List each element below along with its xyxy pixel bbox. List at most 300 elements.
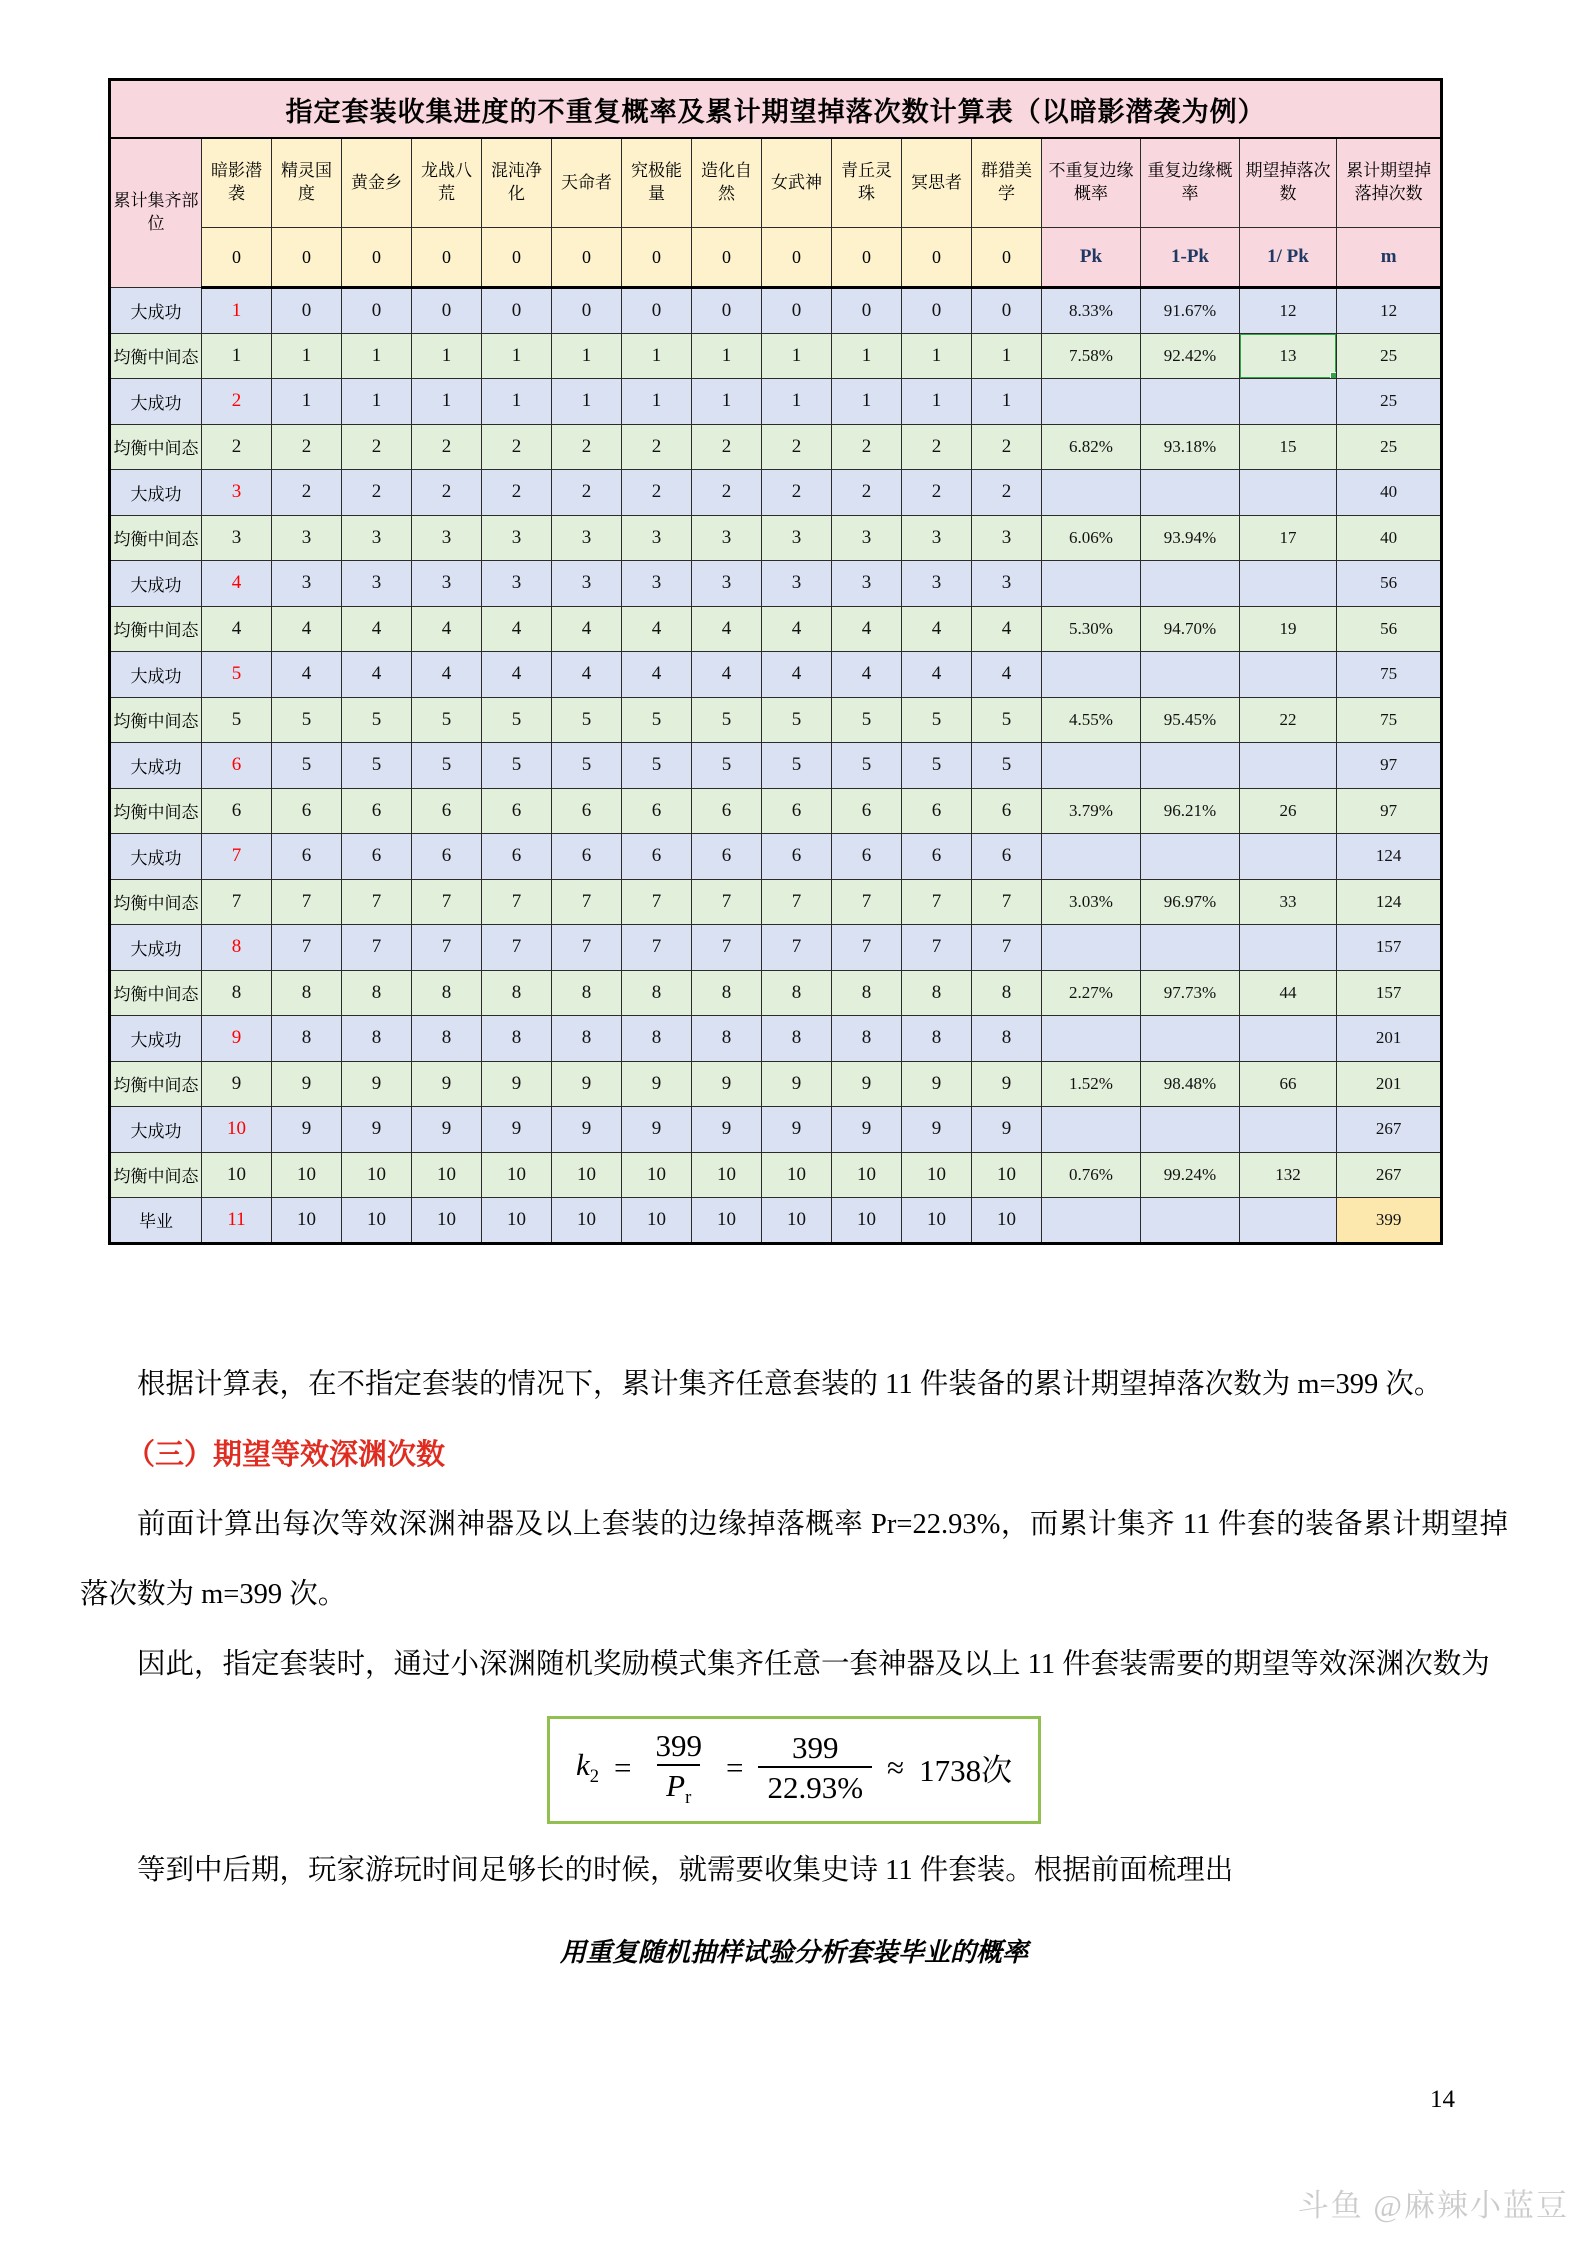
table-row: [110, 1016, 1442, 1062]
stat-cell: 124: [1337, 879, 1442, 925]
count-cell: 4: [552, 652, 622, 698]
table-row: [110, 697, 1442, 743]
count-cell: 4: [552, 606, 622, 652]
table-row: [110, 333, 1442, 379]
stat-cell: 2.27%: [1042, 970, 1141, 1016]
stat-cell: 93.94%: [1141, 515, 1240, 561]
row-label: 均衡中间态: [110, 424, 202, 470]
count-cell: 4: [902, 652, 972, 698]
stat-cell: 12: [1240, 288, 1337, 334]
row-label: 大成功: [110, 834, 202, 880]
count-cell: 8: [202, 970, 272, 1016]
corner-header: 累计集齐部位: [110, 138, 202, 288]
set-column-header: 造化自然: [692, 138, 762, 228]
table-row: [110, 1152, 1442, 1198]
count-cell: 6: [272, 834, 342, 880]
count-cell: 10: [762, 1152, 832, 1198]
count-cell: 7: [692, 879, 762, 925]
count-cell: 8: [972, 970, 1042, 1016]
set-column-header: 暗影潜袭: [202, 138, 272, 228]
stat-cell: [1141, 1016, 1240, 1062]
count-cell: 2: [412, 470, 482, 516]
stat-cell: 267: [1337, 1152, 1442, 1198]
table-row: [110, 788, 1442, 834]
stat-cell: [1240, 1107, 1337, 1153]
count-cell: 7: [202, 834, 272, 880]
count-cell: 1: [972, 333, 1042, 379]
count-cell: 1: [832, 379, 902, 425]
count-cell: 9: [762, 1061, 832, 1107]
stat-cell: 56: [1337, 561, 1442, 607]
count-cell: 1: [412, 379, 482, 425]
section-heading: （三）期望等效深渊次数: [126, 1438, 446, 1471]
count-cell: 7: [762, 879, 832, 925]
stat-cell: 96.21%: [1141, 788, 1240, 834]
count-cell: 3: [762, 515, 832, 561]
stat-cell: [1240, 379, 1337, 425]
count-cell: 9: [972, 1061, 1042, 1107]
row-label: 大成功: [110, 652, 202, 698]
table-row: [110, 1198, 1442, 1244]
count-cell: 1: [342, 333, 412, 379]
row-label: 大成功: [110, 288, 202, 334]
count-cell: 6: [972, 834, 1042, 880]
count-cell: 5: [272, 697, 342, 743]
count-cell: 0: [552, 288, 622, 334]
count-cell: 2: [902, 470, 972, 516]
count-cell: 3: [342, 515, 412, 561]
count-cell: 7: [622, 925, 692, 971]
initial-count-cell: 0: [832, 228, 902, 288]
count-cell: 5: [762, 743, 832, 789]
count-cell: 2: [202, 424, 272, 470]
formula-lhs: $k_2$: [575, 1747, 599, 1788]
stat-cell: [1042, 834, 1141, 880]
count-cell: 5: [342, 743, 412, 789]
stat-cell: 132: [1240, 1152, 1337, 1198]
set-column-header: 冥思者: [902, 138, 972, 228]
stat-cell: [1240, 1198, 1337, 1244]
count-cell: 6: [692, 834, 762, 880]
stat-cell: 157: [1337, 925, 1442, 971]
count-cell: 2: [622, 470, 692, 516]
count-cell: 6: [832, 834, 902, 880]
count-cell: 7: [342, 925, 412, 971]
initial-count-cell: 0: [272, 228, 342, 288]
count-cell: 0: [902, 288, 972, 334]
initial-count-cell: 0: [692, 228, 762, 288]
count-cell: 9: [832, 1107, 902, 1153]
count-cell: 4: [692, 606, 762, 652]
equals-sign: =: [614, 1749, 632, 1785]
count-cell: 9: [902, 1107, 972, 1153]
count-cell: 9: [412, 1107, 482, 1153]
stat-cell: 75: [1337, 697, 1442, 743]
count-cell: 10: [482, 1198, 552, 1244]
count-cell: 2: [762, 424, 832, 470]
count-cell: 4: [692, 652, 762, 698]
count-cell: 1: [272, 379, 342, 425]
stat-cell: 5.30%: [1042, 606, 1141, 652]
stat-cell: 267: [1337, 1107, 1442, 1153]
initial-count-cell: 0: [902, 228, 972, 288]
count-cell: 5: [972, 697, 1042, 743]
set-column-header: 天命者: [552, 138, 622, 228]
count-cell: 5: [272, 743, 342, 789]
stat-cell: 13: [1240, 333, 1337, 379]
stat-cell: 25: [1337, 333, 1442, 379]
count-cell: 6: [902, 788, 972, 834]
calc-table: [108, 78, 1443, 1245]
count-cell: 9: [972, 1107, 1042, 1153]
stat-cell: [1042, 743, 1141, 789]
stat-cell: 399: [1337, 1198, 1442, 1244]
count-cell: 1: [692, 333, 762, 379]
count-cell: 5: [412, 743, 482, 789]
stat-cell: [1240, 925, 1337, 971]
table-row: [110, 424, 1442, 470]
count-cell: 5: [482, 743, 552, 789]
count-cell: 2: [552, 424, 622, 470]
stat-cell: [1042, 652, 1141, 698]
stat-cell: [1042, 470, 1141, 516]
count-cell: 6: [202, 788, 272, 834]
count-cell: 6: [762, 788, 832, 834]
count-cell: 10: [832, 1152, 902, 1198]
count-cell: 1: [832, 333, 902, 379]
stat-cell: 91.67%: [1141, 288, 1240, 334]
formula-result: 1738次: [919, 1753, 1013, 1789]
stat-cell: [1042, 379, 1141, 425]
count-cell: 10: [622, 1198, 692, 1244]
stat-symbol-cell: 1-Pk: [1141, 228, 1240, 288]
row-label: 大成功: [110, 379, 202, 425]
stat-cell: [1141, 561, 1240, 607]
count-cell: 6: [342, 834, 412, 880]
count-cell: 4: [272, 606, 342, 652]
count-cell: 1: [482, 379, 552, 425]
count-cell: 3: [552, 561, 622, 607]
count-cell: 7: [272, 879, 342, 925]
count-cell: 0: [972, 288, 1042, 334]
count-cell: 8: [552, 970, 622, 1016]
count-cell: 3: [272, 561, 342, 607]
count-cell: 7: [902, 879, 972, 925]
formula-box: [547, 1716, 1041, 1825]
count-cell: 7: [972, 879, 1042, 925]
count-cell: 3: [692, 515, 762, 561]
stat-symbol-cell: Pk: [1042, 228, 1141, 288]
count-cell: 1: [202, 288, 272, 334]
count-cell: 2: [972, 470, 1042, 516]
count-cell: 5: [552, 697, 622, 743]
count-cell: 8: [622, 970, 692, 1016]
count-cell: 2: [482, 470, 552, 516]
count-cell: 7: [342, 879, 412, 925]
paragraph-4: 等到中后期，玩家游玩时间足够长的时候，就需要收集史诗 11 件套装。根据前面梳理出: [137, 1855, 1234, 1887]
count-cell: 3: [762, 561, 832, 607]
set-column-header: 精灵国度: [272, 138, 342, 228]
count-cell: 7: [902, 925, 972, 971]
paragraph-3: 因此，指定套装时，通过小深渊随机奖励模式集齐任意一套神器及以上 11 件套装需要的期望等效深渊次数为: [137, 1648, 1490, 1680]
count-cell: 0: [692, 288, 762, 334]
count-cell: 4: [762, 652, 832, 698]
count-cell: 1: [412, 333, 482, 379]
count-cell: 6: [412, 788, 482, 834]
count-cell: 1: [762, 379, 832, 425]
count-cell: 0: [762, 288, 832, 334]
row-label: 均衡中间态: [110, 879, 202, 925]
initial-count-cell: 0: [972, 228, 1042, 288]
stat-cell: 12: [1337, 288, 1442, 334]
set-column-header: 群猎美学: [972, 138, 1042, 228]
stat-cell: [1240, 652, 1337, 698]
count-cell: 10: [342, 1152, 412, 1198]
stat-cell: 8.33%: [1042, 288, 1141, 334]
count-cell: 4: [482, 606, 552, 652]
count-cell: 4: [412, 606, 482, 652]
stat-cell: [1240, 470, 1337, 516]
stat-cell: [1042, 1016, 1141, 1062]
count-cell: 9: [482, 1061, 552, 1107]
initial-count-cell: 0: [482, 228, 552, 288]
count-cell: 3: [622, 515, 692, 561]
count-cell: 5: [832, 697, 902, 743]
count-cell: 8: [552, 1016, 622, 1062]
count-cell: 8: [342, 1016, 412, 1062]
stat-cell: 7.58%: [1042, 333, 1141, 379]
stat-column-header: 期望掉落次数: [1240, 138, 1337, 228]
count-cell: 2: [412, 424, 482, 470]
count-cell: 10: [342, 1198, 412, 1244]
count-cell: 4: [412, 652, 482, 698]
count-cell: 10: [202, 1107, 272, 1153]
count-cell: 2: [272, 424, 342, 470]
count-cell: 10: [902, 1152, 972, 1198]
count-cell: 9: [762, 1107, 832, 1153]
count-cell: 8: [412, 970, 482, 1016]
count-cell: 5: [202, 697, 272, 743]
row-label: 大成功: [110, 925, 202, 971]
count-cell: 8: [342, 970, 412, 1016]
count-cell: 11: [202, 1198, 272, 1244]
stat-cell: [1042, 561, 1141, 607]
row-label: 均衡中间态: [110, 697, 202, 743]
count-cell: 5: [902, 697, 972, 743]
count-cell: 3: [272, 515, 342, 561]
row-label: 均衡中间态: [110, 606, 202, 652]
count-cell: 10: [552, 1152, 622, 1198]
count-cell: 3: [692, 561, 762, 607]
count-cell: 8: [202, 925, 272, 971]
count-cell: 8: [272, 1016, 342, 1062]
symbol-header-row: [110, 228, 1442, 288]
count-cell: 3: [972, 515, 1042, 561]
stat-cell: 99.24%: [1141, 1152, 1240, 1198]
stat-cell: 157: [1337, 970, 1442, 1016]
count-cell: 2: [832, 470, 902, 516]
count-cell: 10: [972, 1152, 1042, 1198]
table-title-row: [110, 80, 1442, 139]
table-row: [110, 379, 1442, 425]
set-column-header: 混沌净化: [482, 138, 552, 228]
stat-cell: [1042, 925, 1141, 971]
row-label: 大成功: [110, 1016, 202, 1062]
count-cell: 4: [272, 652, 342, 698]
count-cell: 1: [272, 333, 342, 379]
count-cell: 10: [692, 1152, 762, 1198]
count-cell: 10: [202, 1152, 272, 1198]
stat-cell: [1141, 379, 1240, 425]
count-cell: 7: [412, 925, 482, 971]
count-cell: 2: [832, 424, 902, 470]
equals-sign: =: [725, 1749, 744, 1785]
stat-cell: [1141, 1198, 1240, 1244]
count-cell: 9: [692, 1107, 762, 1153]
count-cell: 7: [412, 879, 482, 925]
count-cell: 9: [692, 1061, 762, 1107]
paragraph-1: 根据计算表，在不指定套装的情况下，累计集齐任意套装的 11 件装备的累计期望掉落次数为 m=399 次。: [137, 1368, 1443, 1400]
count-cell: 2: [692, 470, 762, 516]
stat-cell: 93.18%: [1141, 424, 1240, 470]
count-cell: 9: [202, 1061, 272, 1107]
count-cell: 7: [552, 925, 622, 971]
count-cell: 6: [272, 788, 342, 834]
fraction-2: $\frac{399}{22.93\%}$: [758, 1729, 872, 1806]
count-cell: 3: [902, 561, 972, 607]
count-cell: 4: [342, 606, 412, 652]
stat-cell: 97: [1337, 788, 1442, 834]
count-cell: 5: [622, 697, 692, 743]
approx-sign: ≈: [887, 1749, 905, 1785]
count-cell: 1: [762, 333, 832, 379]
initial-count-cell: 0: [762, 228, 832, 288]
count-cell: 0: [412, 288, 482, 334]
stat-cell: 75: [1337, 652, 1442, 698]
stat-cell: 66: [1240, 1061, 1337, 1107]
stat-column-header: 不重复边缘概率: [1042, 138, 1141, 228]
stat-cell: 15: [1240, 424, 1337, 470]
count-cell: 6: [482, 788, 552, 834]
count-cell: 7: [272, 925, 342, 971]
count-cell: 5: [972, 743, 1042, 789]
stat-cell: 201: [1337, 1061, 1442, 1107]
count-cell: 4: [342, 652, 412, 698]
count-cell: 10: [272, 1152, 342, 1198]
stat-cell: 94.70%: [1141, 606, 1240, 652]
stat-cell: 17: [1240, 515, 1337, 561]
stat-cell: 1.52%: [1042, 1061, 1141, 1107]
stat-cell: [1141, 470, 1240, 516]
stat-cell: [1141, 652, 1240, 698]
count-cell: 3: [552, 515, 622, 561]
count-cell: 3: [412, 561, 482, 607]
set-column-header: 青丘灵珠: [832, 138, 902, 228]
count-cell: 2: [552, 470, 622, 516]
count-cell: 2: [972, 424, 1042, 470]
count-cell: 10: [972, 1198, 1042, 1244]
count-cell: 7: [832, 925, 902, 971]
count-cell: 8: [832, 1016, 902, 1062]
count-cell: 6: [412, 834, 482, 880]
count-cell: 5: [202, 652, 272, 698]
stat-cell: 6.82%: [1042, 424, 1141, 470]
count-cell: 6: [552, 834, 622, 880]
stat-cell: 201: [1337, 1016, 1442, 1062]
stat-cell: 40: [1337, 470, 1442, 516]
stat-cell: 33: [1240, 879, 1337, 925]
count-cell: 9: [272, 1107, 342, 1153]
count-cell: 2: [342, 424, 412, 470]
table-row: [110, 970, 1442, 1016]
stat-cell: [1240, 561, 1337, 607]
count-cell: 6: [902, 834, 972, 880]
row-label: 均衡中间态: [110, 1061, 202, 1107]
count-cell: 8: [762, 970, 832, 1016]
count-cell: 3: [482, 515, 552, 561]
count-cell: 4: [482, 652, 552, 698]
stat-cell: [1141, 1107, 1240, 1153]
count-cell: 5: [902, 743, 972, 789]
table-row: [110, 561, 1442, 607]
count-cell: 9: [622, 1061, 692, 1107]
initial-count-cell: 0: [202, 228, 272, 288]
stat-cell: 3.03%: [1042, 879, 1141, 925]
stat-cell: 44: [1240, 970, 1337, 1016]
stat-column-header: 重复边缘概率: [1141, 138, 1240, 228]
count-cell: 5: [412, 697, 482, 743]
set-column-header: 黄金乡: [342, 138, 412, 228]
watermark: 斗鱼 @麻辣小蓝豆: [1297, 2188, 1569, 2223]
count-cell: 3: [482, 561, 552, 607]
count-cell: 10: [272, 1198, 342, 1244]
count-cell: 3: [902, 515, 972, 561]
count-cell: 1: [902, 333, 972, 379]
count-cell: 8: [902, 970, 972, 1016]
count-cell: 7: [832, 879, 902, 925]
table-row: [110, 743, 1442, 789]
count-cell: 5: [762, 697, 832, 743]
count-cell: 9: [552, 1107, 622, 1153]
stat-cell: 97.73%: [1141, 970, 1240, 1016]
stat-symbol-cell: 1/ Pk: [1240, 228, 1337, 288]
stat-cell: 96.97%: [1141, 879, 1240, 925]
count-cell: 5: [342, 697, 412, 743]
stat-cell: 0.76%: [1042, 1152, 1141, 1198]
initial-count-cell: 0: [342, 228, 412, 288]
count-cell: 8: [972, 1016, 1042, 1062]
stat-cell: [1240, 743, 1337, 789]
count-cell: 2: [482, 424, 552, 470]
count-cell: 8: [762, 1016, 832, 1062]
set-column-header: 究极能量: [622, 138, 692, 228]
count-cell: 6: [832, 788, 902, 834]
count-cell: 4: [902, 606, 972, 652]
count-cell: 10: [552, 1198, 622, 1244]
table-row: [110, 652, 1442, 698]
table-row: [110, 288, 1442, 334]
count-cell: 8: [272, 970, 342, 1016]
count-cell: 0: [482, 288, 552, 334]
count-cell: 5: [692, 743, 762, 789]
table-row: [110, 1061, 1442, 1107]
stat-cell: 22: [1240, 697, 1337, 743]
count-cell: 8: [482, 970, 552, 1016]
fraction-1: $\frac{399}{P_r}$: [655, 1727, 702, 1808]
count-cell: 9: [902, 1061, 972, 1107]
table-title: 指定套装收集进度的不重复概率及累计期望掉落次数计算表（以暗影潜袭为例）: [110, 80, 1442, 139]
stat-cell: 98.48%: [1141, 1061, 1240, 1107]
